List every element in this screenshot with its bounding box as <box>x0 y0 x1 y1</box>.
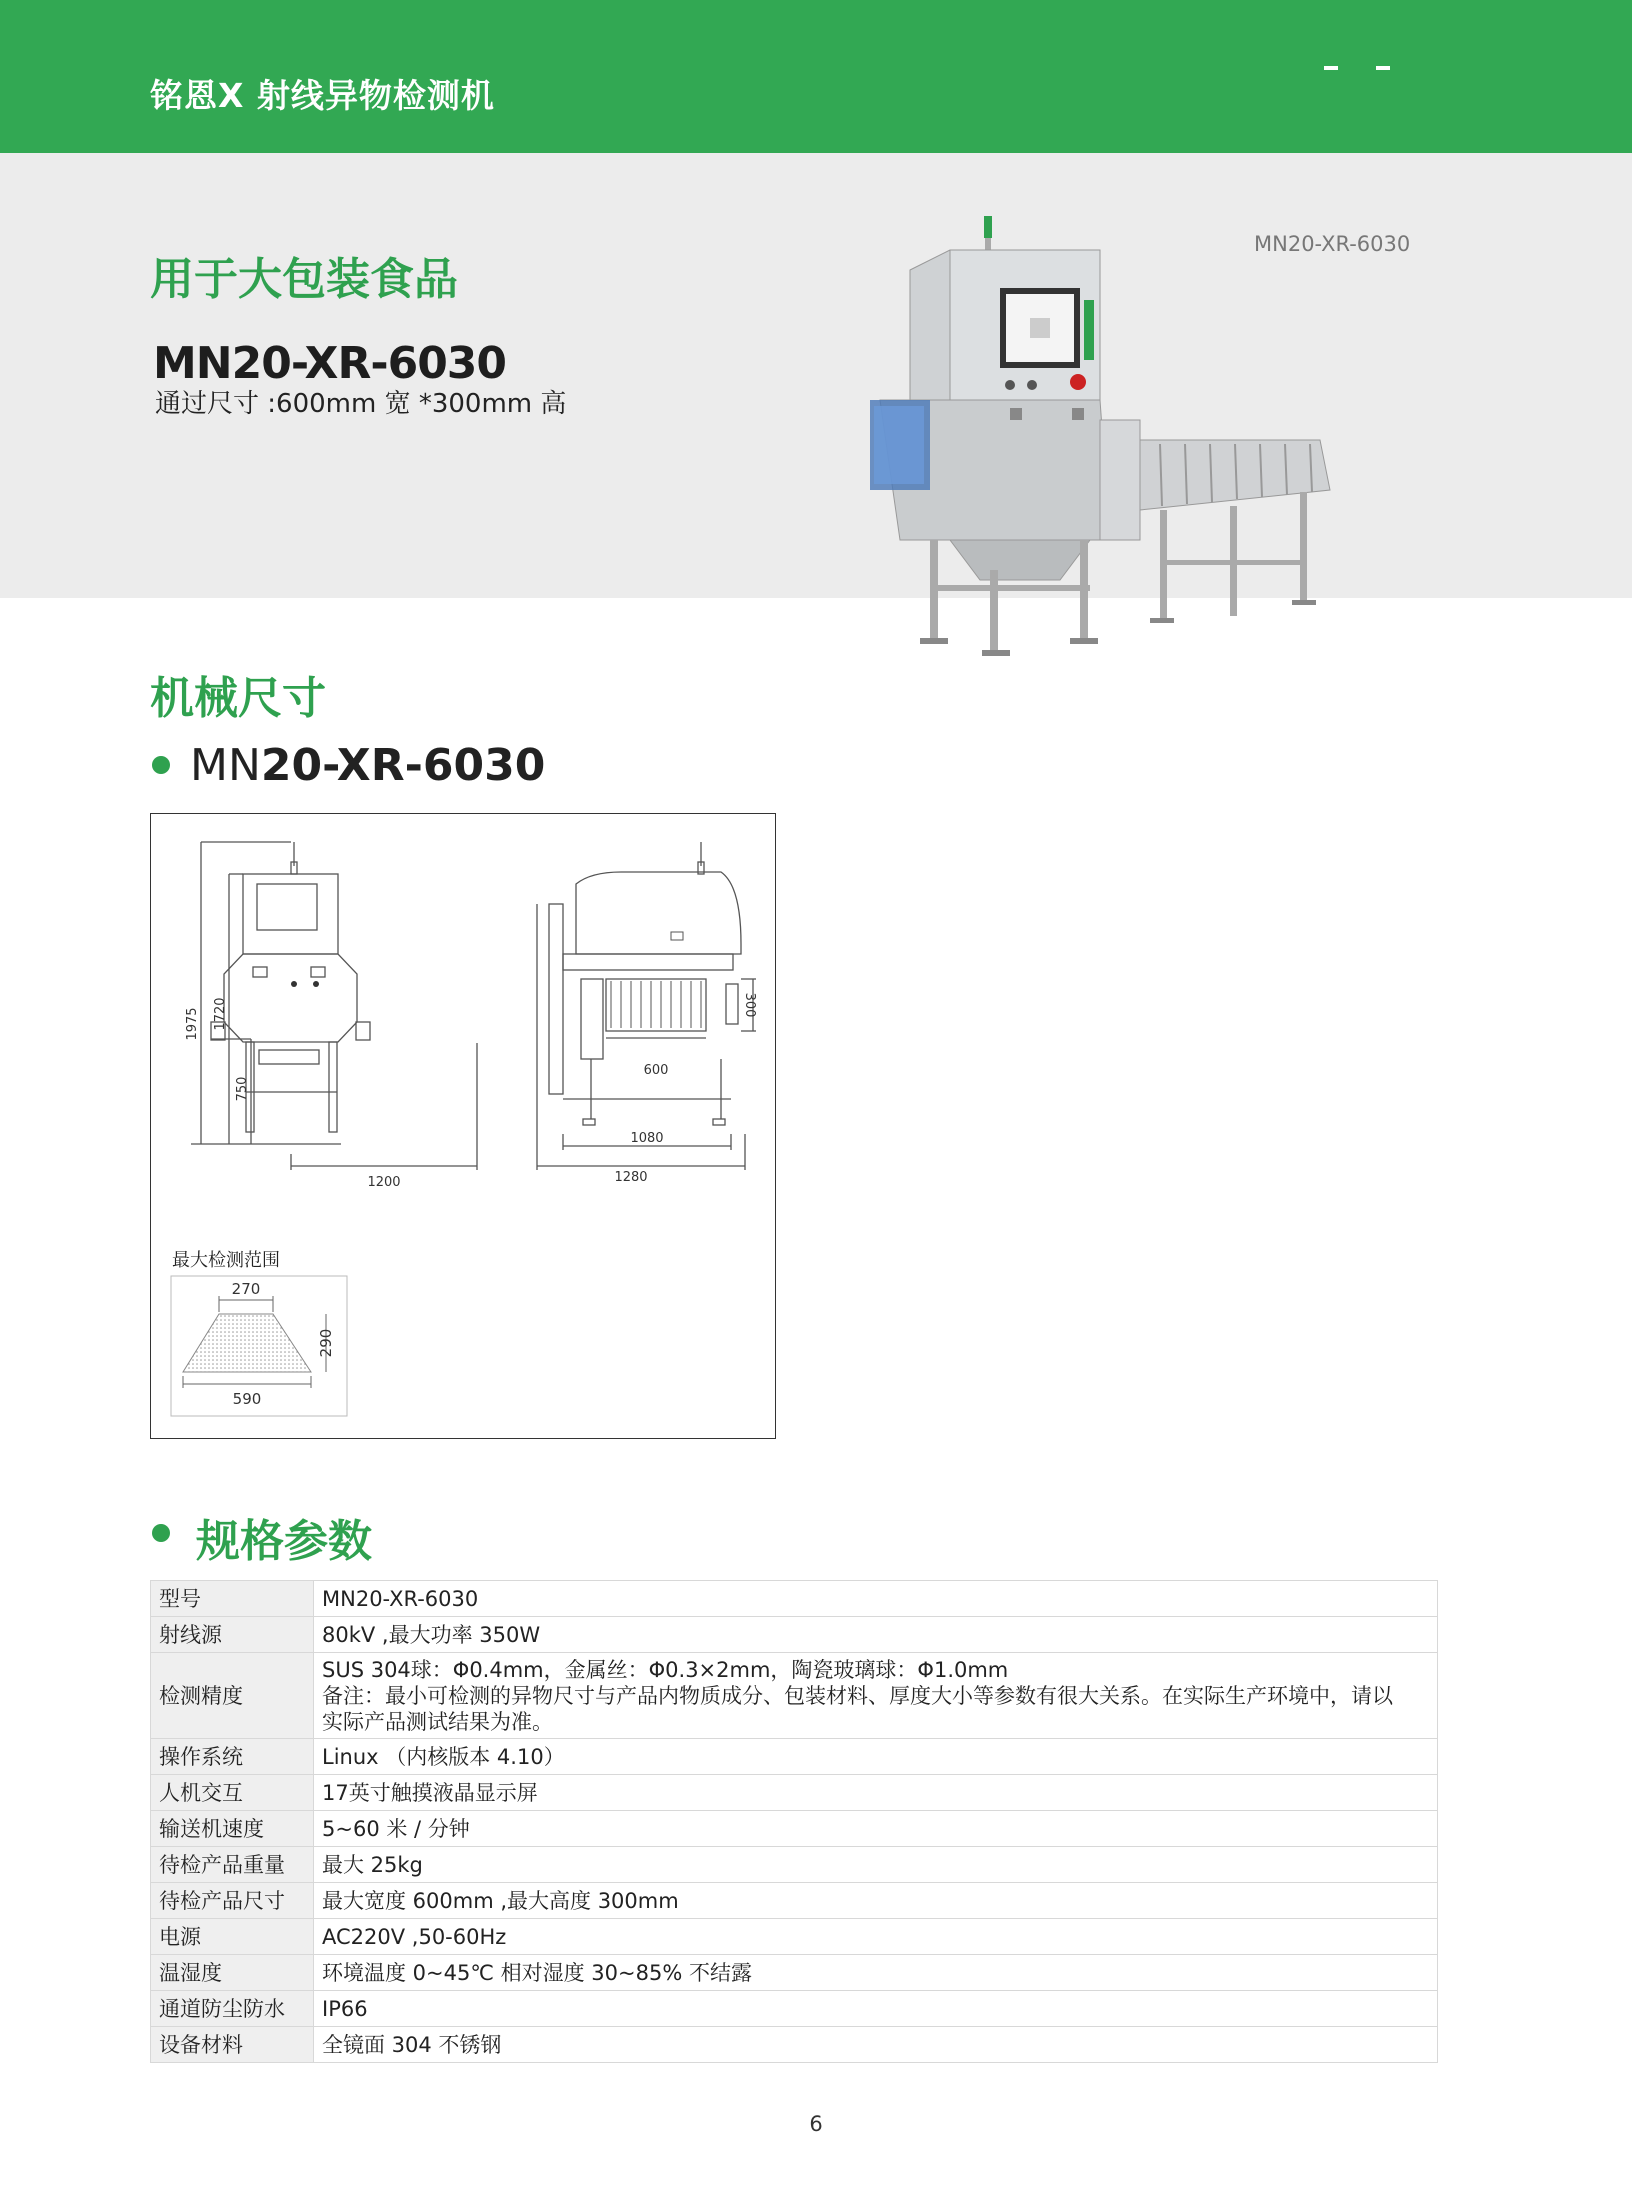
header-dash-right <box>1376 66 1390 70</box>
side-opening-height-label: 300 <box>742 992 757 1018</box>
side-length-total-label: 1280 <box>614 1170 648 1185</box>
dimension-drawing <box>150 813 776 1439</box>
machine-photo <box>860 210 1340 660</box>
spec-value: 最大宽度 600mm ,最大高度 300mm <box>314 1883 1438 1919</box>
table-row <box>151 1775 1438 1811</box>
spec-value-line: 备注：最小可检测的异物尺寸与产品内物质成分、包装材料、厚度大小等参数有很大关系。在实际生产环境中，请以 <box>322 1683 1393 1708</box>
spec-value: 80kV ,最大功率 350W <box>314 1617 1438 1653</box>
dimensions-model-rest: 20-XR-6030 <box>260 740 546 791</box>
spec-value: IP66 <box>314 1991 1438 2027</box>
table-row <box>151 1739 1438 1775</box>
spec-label: 输送机速度 <box>151 1811 314 1847</box>
spec-label: 人机交互 <box>151 1775 314 1811</box>
spec-label: 待检产品尺寸 <box>151 1883 314 1919</box>
side-length-inner-label: 1080 <box>630 1131 664 1146</box>
spec-value: 17英寸触摸液晶显示屏 <box>314 1775 1438 1811</box>
header-dash-left <box>1324 66 1338 70</box>
table-row <box>151 1883 1438 1919</box>
spec-label: 通道防尘防水 <box>151 1991 314 2027</box>
spec-table <box>150 1580 1438 2063</box>
spec-label: 电源 <box>151 1919 314 1955</box>
spec-label: 设备材料 <box>151 2027 314 2063</box>
spec-value-line: SUS 304球：Φ0.4mm，金属丝：Φ0.3×2mm，陶瓷玻璃球：Φ1.0mm <box>322 1657 1009 1682</box>
page-number: 6 <box>809 2112 823 2136</box>
table-row <box>151 2027 1438 2063</box>
spec-label: 待检产品重量 <box>151 1847 314 1883</box>
detect-range-top-label: 270 <box>231 1280 261 1298</box>
dimensions-model-prefix: MN <box>190 740 261 791</box>
dimensions-title: 机械尺寸 <box>150 673 326 724</box>
spec-value: Linux （内核版本 4.10） <box>314 1739 1438 1775</box>
spec-value-line: 实际产品测试结果为准。 <box>322 1709 553 1734</box>
page-header <box>0 0 1632 153</box>
spec-label: 操作系统 <box>151 1739 314 1775</box>
table-row <box>151 1847 1438 1883</box>
table-row <box>151 1653 1438 1739</box>
spec-value <box>314 1653 1438 1739</box>
bullet-icon <box>152 1524 170 1542</box>
bullet-icon <box>152 756 170 774</box>
spec-label: 射线源 <box>151 1617 314 1653</box>
front-height-total-label: 1975 <box>185 1007 200 1041</box>
front-height-conveyor-label: 750 <box>235 1076 250 1102</box>
detect-range-label: 最大检测范围 <box>172 1250 280 1271</box>
front-height-body-label: 1720 <box>213 997 228 1031</box>
spec-value: 5~60 米 / 分钟 <box>314 1811 1438 1847</box>
table-row <box>151 1991 1438 2027</box>
spec-value: MN20-XR-6030 <box>314 1581 1438 1617</box>
table-row <box>151 1955 1438 1991</box>
hero-subtitle: 用于大包装食品 <box>150 254 458 305</box>
spec-value: 最大 25kg <box>314 1847 1438 1883</box>
spec-label: 检测精度 <box>151 1653 314 1739</box>
hero-size: 通过尺寸 :600mm 宽 *300mm 高 <box>155 389 567 419</box>
spec-label: 温湿度 <box>151 1955 314 1991</box>
spec-title: 规格参数 <box>196 1516 372 1567</box>
table-row <box>151 1617 1438 1653</box>
detect-range-height-label: 290 <box>317 1328 335 1358</box>
header-title: 铭恩X 射线异物检测机 <box>150 76 495 115</box>
spec-value: 全镜面 304 不锈钢 <box>314 2027 1438 2063</box>
detect-range-bottom-label: 590 <box>232 1390 262 1408</box>
hero-image-caption: MN20-XR-6030 <box>1254 232 1411 256</box>
front-width-label: 1200 <box>367 1175 401 1190</box>
table-row <box>151 1581 1438 1617</box>
dimensions-model <box>190 740 545 791</box>
spec-label: 型号 <box>151 1581 314 1617</box>
table-row <box>151 1811 1438 1847</box>
spec-value: AC220V ,50-60Hz <box>314 1919 1438 1955</box>
table-row <box>151 1919 1438 1955</box>
spec-value: 环境温度 0~45℃ 相对湿度 30~85% 不结露 <box>314 1955 1438 1991</box>
side-opening-width-label: 600 <box>643 1063 669 1078</box>
hero-model: MN20-XR-6030 <box>153 338 507 389</box>
